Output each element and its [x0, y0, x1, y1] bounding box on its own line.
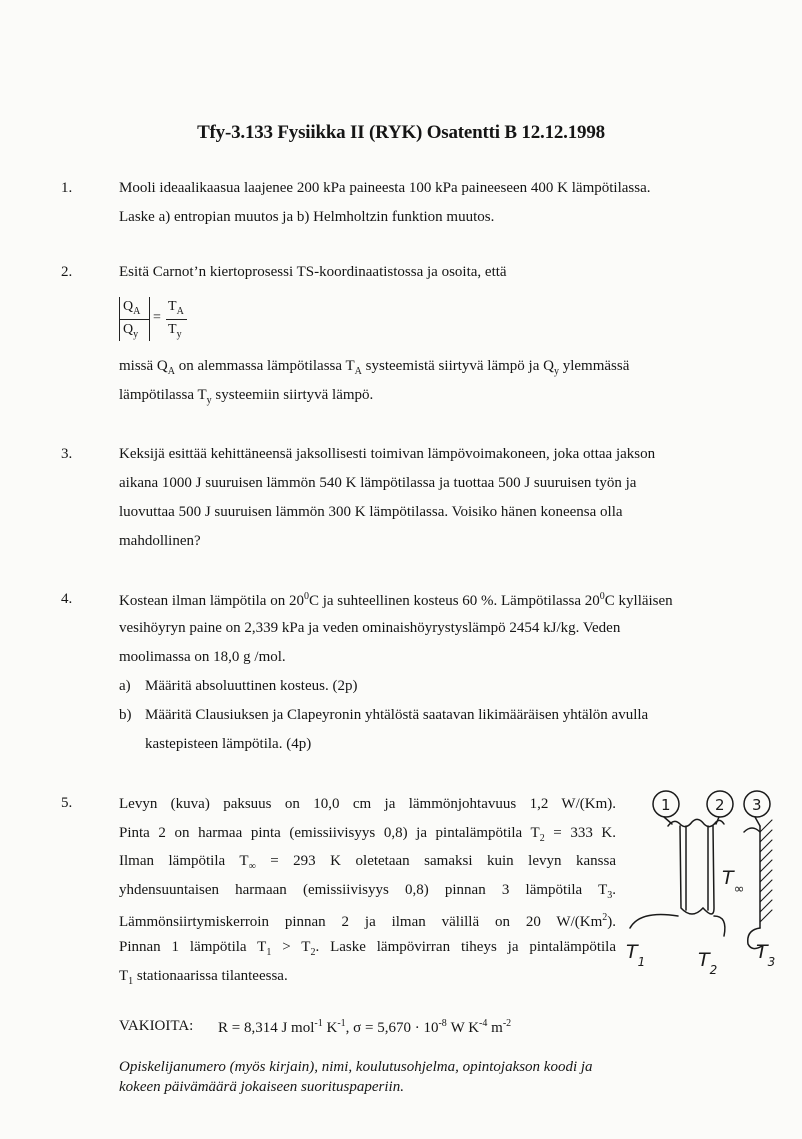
page-title: Tfy-3.133 Fysiikka II (RYK) Osatentti B 12.12.1998 — [197, 122, 605, 143]
t-infinity-label: $T_\infty$ — [722, 867, 745, 897]
fraction-line — [119, 319, 150, 320]
problem-2-number: 2. — [61, 264, 73, 280]
problem-5-line: Pinnan 1 lämpötila $T_1 > T_2$. Laske lämpövirran tiheys ja pintalämpötila — [119, 938, 616, 958]
problem-4-item-text: Määritä absoluuttinen kosteus. (2p) — [145, 678, 358, 694]
problem-4-item-text: Määritä Clausiuksen ja Clapeyronin yhtälöstä saatavan likimääräisen yhtälön avulla — [145, 707, 649, 723]
problem-4-item-cont: kastepisteen lämpötila. (4p) — [145, 736, 312, 752]
slab-top-squiggle — [668, 819, 724, 826]
problem-3-line: luovuttaa 500 J suuruisen lämmön 300 K lämpötilassa. Voisiko hänen koneensa olla — [119, 504, 623, 520]
footer-line: kokeen päivämäärä jokaiseen suorituspaperiin. — [119, 1079, 404, 1095]
footer-line: Opiskelijanumero (myös kirjain), nimi, koulutusohjelma, opintojakson koodi ja — [119, 1059, 593, 1075]
wall-3-hook — [744, 828, 760, 832]
constants-values: R = 8,314 J mol$^{-1}$ $K^{-1}$, $\sigma = 5,670 \cdot 10^{-8}$ W $K^{-4}$ $m^{-2}$ — [218, 1018, 512, 1036]
wall-hatching — [760, 820, 772, 922]
problem-5-figure — [620, 780, 790, 990]
formula-equals: = — [153, 310, 161, 325]
slab-outline — [680, 826, 714, 914]
constants-label: VAKIOITA: — [119, 1018, 194, 1034]
leader-line — [714, 916, 725, 936]
problem-1-line: Laske a) entropian muutos ja b) Helmholtzin funktion muutos. — [119, 209, 495, 225]
problem-2-line: lämpötilassa $T_y$ systeemiin siirtyvä lämpö. — [119, 387, 374, 406]
circle-label-3: 3 — [752, 796, 762, 814]
formula-denominator: $T_y$ — [168, 322, 182, 340]
leader-line — [630, 915, 678, 929]
problem-3-line: aikana 1000 J suuruisen lämmön 540 K lämpötilassa ja tuottaa 500 J suuruisen työn ja — [119, 475, 637, 491]
fraction-line — [166, 319, 187, 320]
leader-line — [664, 817, 672, 824]
problem-4-number: 4. — [61, 591, 73, 607]
problem-5-line: Levyn (kuva) paksuus on 10,0 cm ja lämmönjohtavuus 1,2 W/(Km). — [119, 796, 616, 812]
problem-2-intro: Esitä Carnot’n kiertoprosessi TS-koordinaatistossa ja osoita, että — [119, 264, 507, 280]
problem-4-line: vesihöyryn paine on 2,339 kPa ja veden ominaishöyrystyslämpö 2454 kJ/kg. Veden — [119, 620, 621, 636]
circle-label-1: 1 — [661, 796, 671, 814]
problem-3-number: 3. — [61, 446, 73, 462]
problem-5-line: $T_1$ stationaarissa tilanteessa. — [119, 967, 288, 987]
t3-label: $T_3$ — [756, 941, 776, 969]
problem-3-line: mahdollinen? — [119, 533, 201, 549]
problem-2-line: missä $Q_A$ on alemmassa lämpötilassa $T_A$ systeemistä siirtyvä lämpö ja $Q_y$ ylemmässä — [119, 358, 630, 377]
problem-5-line: yhdensuuntaisen harmaan (emissiivisyys 0,8) pinnan 3 lämpötila $T_3$. — [119, 881, 616, 901]
problem-1-line: Mooli ideaalikaasua laajenee 200 kPa paineesta 100 kPa paineeseen 400 K lämpötilassa. — [119, 180, 651, 196]
t2-label: $T_2$ — [698, 949, 718, 977]
formula-denominator-abs: $Q_y$ — [123, 322, 139, 340]
problem-5-number: 5. — [61, 795, 73, 811]
problem-4-item-label: b) — [119, 707, 132, 723]
formula-numerator: $T_A$ — [168, 299, 184, 317]
problem-5-line: Lämmönsiirtymiskerroin pinnan 2 ja ilman välillä on 20 W/(Km$^2$). — [119, 912, 616, 931]
problem-5-line: Ilman lämpötila $T_\infty = 293$ K oletetaan samaksi kuin levyn kanssa — [119, 853, 616, 873]
problem-4-line: moolimassa on 18,0 g /mol. — [119, 649, 286, 665]
problem-5-text — [119, 790, 616, 990]
problem-4-line: Kostean ilman lämpötila on $20^0C$ ja suhteellinen kosteus 60 %. Lämpötilassa $20^0C$ kylläisen — [119, 591, 673, 609]
problem-4-item-label: a) — [119, 678, 131, 694]
t1-label: $T_1$ — [626, 941, 646, 969]
circle-label-2: 2 — [715, 796, 725, 814]
problem-5-line: Pinta 2 on harmaa pinta (emissiivisyys 0,8) ja pintalämpötila $T_2 = 333$ K. — [119, 824, 616, 844]
footer-instructions — [119, 1057, 719, 1097]
formula-numerator-abs: $Q_A$ — [123, 299, 141, 317]
problem-3-line: Keksijä esittää kehittäneensä jaksollisesti toimivan lämpövoimakoneen, joka ottaa jakson — [119, 446, 656, 462]
problem-1-number: 1. — [61, 180, 73, 196]
leader-line — [755, 817, 760, 826]
